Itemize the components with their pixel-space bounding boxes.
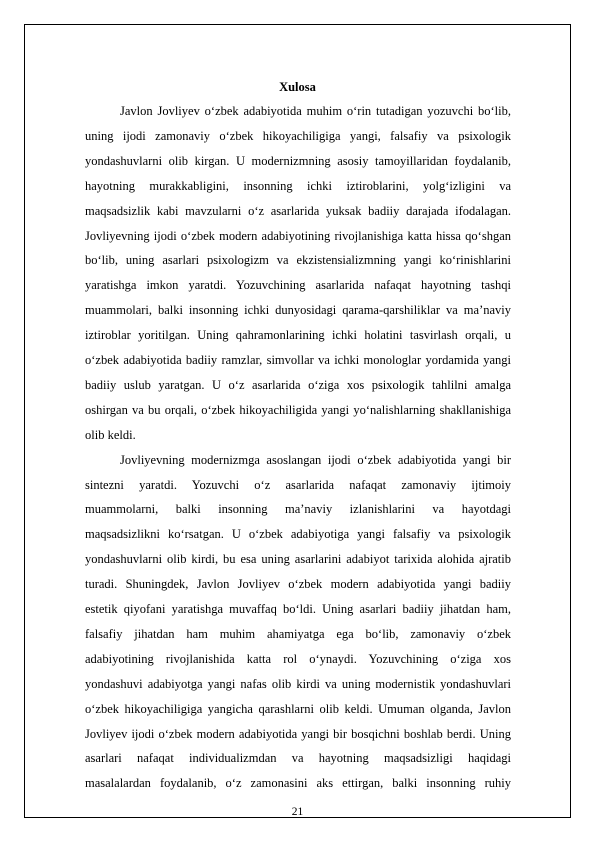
text-line: yondashuvlarni olib kirgan. U modernizmning asosiy tamoyillaridan foydalanib,	[85, 153, 511, 168]
text-line: Jovliyev ijodi o‘zbek modern adabiyotida yangi bir bosqichni boshlab berdi. Uning	[85, 726, 511, 741]
text-line: maqsadsizlikni ko‘rsatgan. U o‘zbek adabiyotiga yangi falsafiy va psixologik	[85, 527, 511, 542]
text-line: badiiy uslub yaratgan. U o‘z asarlarida o‘ziga xos psixologik tahlilni amalga	[85, 377, 511, 392]
text-line: o‘zbek adabiyotida badiiy ramzlar, simvollar va ichki monologlar yordamida yangi	[85, 353, 511, 367]
text-line: maqsadsizlik kabi mavzularni o‘z asarlarida yuksak badiiy darajada ifodalagan.	[85, 203, 511, 218]
text-line: yaratishga imkon yaratdi. Yozuvchining asarlarida nafaqat hayotning tashqi	[85, 278, 511, 293]
text-line: bo‘lib, uning asarlari psixologizm va ekzistensializmning yangi ko‘rinishlarini	[85, 253, 511, 268]
text-line: sintezni yaratdi. Yozuvchi o‘z asarlarida nafaqat zamonaviy ijtimoiy	[85, 477, 511, 492]
text-line: iztiroblar yoritilgan. Uning qahramonlarining ichki holatini tasvirlash orqali, u	[85, 328, 511, 343]
text-line: muammolarni, balki insonning ma’naviy izlanishlarini va hayotdagi	[85, 502, 511, 517]
text-line: muammolari, balki insonning ichki dunyosidagi qarama-qarshiliklar va ma’naviy	[85, 303, 511, 318]
text-line: estetik qiyofani yaratishga muvaffaq bo‘ldi. Uning asarlari badiiy jihatdan ham,	[85, 602, 511, 616]
page-number: 21	[291, 806, 304, 818]
text-line: olib keldi.	[85, 427, 136, 442]
text-line: Jovliyevning modernizmga asoslangan ijodi o‘zbek adabiyotida yangi bir	[120, 452, 511, 467]
text-line: oshirgan va bu orqali, o‘zbek hikoyachiligida yangi yo‘nalishlarning shakllanishiga	[85, 402, 511, 417]
text-line: yondashuvlarni olib kirdi, bu esa uning asarlarini adabiyot tarixida alohida ajratib	[85, 552, 511, 567]
text-line: uning ijodi zamonaviy o‘zbek hikoyachiligiga yangi, falsafiy va psixologik	[85, 128, 511, 143]
text-line: o‘zbek hikoyachiligiga yangicha qarashlarni olib keldi. Umuman olganda, Javlon	[85, 701, 511, 716]
text-line: masalalardan foydalanib, o‘z zamonasini aks ettirgan, balki insonning ruhiy	[85, 776, 511, 791]
text-line: turadi. Shuningdek, Javlon Jovliyev o‘zbek modern adabiyotida yangi badiiy	[85, 577, 511, 592]
text-line: Jovliyevning ijodi o‘zbek modern adabiyotining rivojlanishiga katta hissa qo‘shgan	[85, 228, 511, 243]
text-line: asarlari nafaqat individualizmdan va hayotning maqsadsizligi haqidagi	[85, 751, 511, 766]
text-line: adabiyotining rivojlanishida katta rol o‘ynaydi. Yozuvchining o‘ziga xos	[85, 651, 511, 666]
text-line: yondashuvi adabiyotga yangi nafas olib kirdi va uning modernistik yondashuvlari	[85, 676, 511, 691]
text-line: Javlon Jovliyev o‘zbek adabiyotida muhim o‘rin tutadigan yozuvchi bo‘lib,	[120, 104, 511, 118]
text-line: hayotning murakkabligini, insonning ichki iztiroblarini, yolg‘izligini va	[85, 178, 511, 193]
section-title: Xulosa	[279, 80, 316, 94]
text-line: falsafiy jihatdan ham muhim ahamiyatga ega bo‘lib, zamonaviy o‘zbek	[85, 626, 511, 641]
